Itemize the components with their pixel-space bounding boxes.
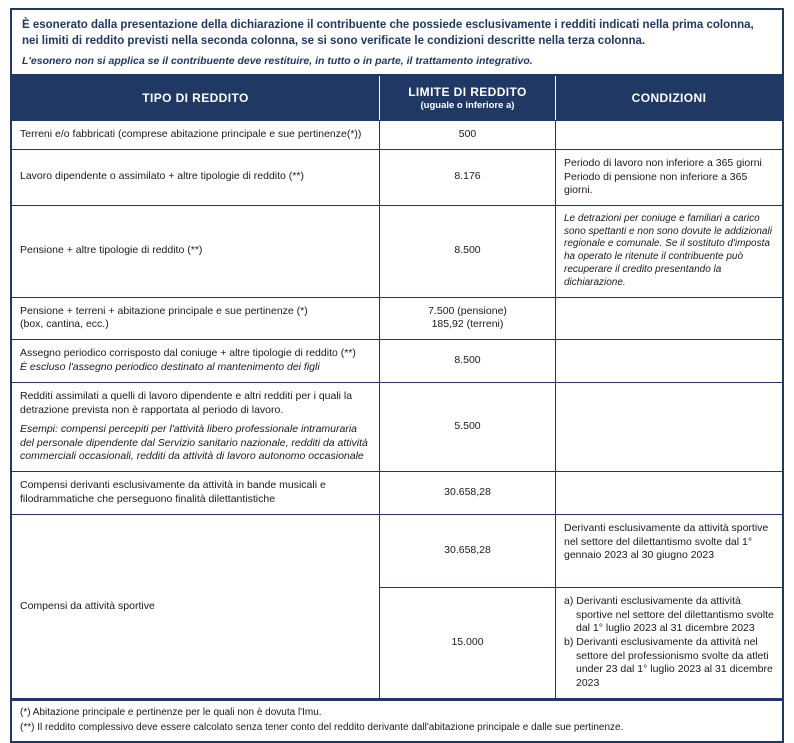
cell-condizioni <box>556 383 782 471</box>
sport-subrows <box>380 515 782 698</box>
header-label-condizioni: CONDIZIONI <box>631 91 707 106</box>
esempi-text: compensi percepiti per l'attività libero professionale intramuraria del personale dipendente dal Servizio sanitario nazionale, redditi da attività commerciali occasionali, redditi da attività di lavoro autonomo occasionale <box>20 422 368 463</box>
footnote-one: (*) Abitazione principale e pertinenze per le quali non è dovuta l'Imu. <box>20 707 322 719</box>
cell-tipo-text: Compensi derivanti esclusivamente da attività in bande musicali e filodrammatiche che perseguono finalità dilettantistiche <box>20 479 326 506</box>
cell-limite: 500 <box>380 121 556 149</box>
condizioni-italic-text: Le detrazioni per coniuge e familiari a carico sono spettanti e non sono dovute le addizionali regionale e comunale. Se il sostituto d'imposta ha operato le ritenute il contribuente può recuperare il credito presentando la dichiarazione. <box>564 212 772 288</box>
cell-condizioni <box>556 472 782 514</box>
esempi-label: Esempi: <box>20 422 58 435</box>
cell-limite <box>380 298 556 340</box>
cell-condizioni <box>556 121 782 149</box>
condizioni-text: Derivanti esclusivamente da attività sportive nel settore del dilettantismo svolte dal 1° gennaio 2023 al 30 giugno 2023 <box>564 522 769 562</box>
table-row <box>12 298 782 341</box>
cell-tipo-block <box>20 305 371 333</box>
table-header-row <box>12 76 782 121</box>
table-row <box>12 206 782 298</box>
esonero-table <box>10 8 784 743</box>
intro-main-text: È esonerato dalla presentazione della dichiarazione il contribuente che possiede esclusivamente i redditi indicati nella prima colonna, nei limiti di reddito previsti nella seconda colonna, se si sono verificate le condizioni descritte nella terza colonna. <box>22 19 754 47</box>
cell-tipo-note: È escluso l'assegno periodico destinato al mantenimento dei figli <box>20 361 320 374</box>
cell-tipo <box>12 298 380 340</box>
cell-limite: 30.658,28 <box>380 472 556 514</box>
cell-tipo <box>12 121 380 149</box>
table-row <box>12 121 782 150</box>
header-sublabel-limite: (uguale o inferiore a) <box>420 100 515 112</box>
condizioni-item-a: a) Derivanti esclusivamente da attività sportive nel settore del dilettantismo svolte dal 1° luglio 2023 al 31 dicembre 2023 <box>564 595 774 635</box>
cell-condizioni <box>556 588 782 698</box>
cell-tipo-line-2: (box, cantina, ecc.) <box>20 318 109 331</box>
cell-tipo-line-1: Pensione + terreni + abitazione principale e sue pertinenze (*) <box>20 304 308 317</box>
condizioni-line-1: Periodo di lavoro non inferiore a 365 giorni <box>564 156 762 169</box>
cell-tipo <box>12 150 380 205</box>
cell-tipo <box>12 472 380 514</box>
header-label-tipo-di-reddito: TIPO DI REDDITO <box>142 91 249 106</box>
cell-tipo <box>12 206 380 297</box>
cell-tipo-text: Assegno periodico corrisposto dal coniuge + altre tipologie di reddito (**) <box>20 347 356 360</box>
cell-tipo <box>12 340 380 382</box>
cell-limite: 15.000 <box>380 588 556 698</box>
cell-tipo-text: Redditi assimilati a quelli di lavoro dipendente e altri redditi per i quali la detrazione prevista non è rapportata al periodo di lavoro. <box>20 390 353 416</box>
header-cell-tipo-di-reddito <box>12 76 380 120</box>
intro-sub-text: L'esonero non si applica se il contribuente deve restituire, in tutto o in parte, il trattamento integrativo. <box>22 55 533 68</box>
cell-tipo-block <box>20 390 371 464</box>
header-label-limite-di-reddito: LIMITE DI REDDITO <box>408 85 527 100</box>
cell-tipo-block <box>20 347 371 375</box>
table-row <box>12 340 782 383</box>
cell-condizioni <box>556 340 782 382</box>
cell-tipo-text: Lavoro dipendente o assimilato + altre tipologie di reddito (**) <box>20 170 304 183</box>
limite-line-2: 185,92 (terreni) <box>431 318 504 331</box>
cell-tipo-sport-text: Compensi da attività sportive <box>20 599 155 612</box>
cell-condizioni <box>556 150 782 205</box>
cell-tipo-esempi <box>20 423 371 465</box>
cell-tipo-text: Terreni e/o fabbricati (comprese abitazione principale e sue pertinenze(*)) <box>20 128 362 141</box>
sport-subrow <box>380 587 782 698</box>
table-row <box>12 472 782 515</box>
cell-limite: 8.176 <box>380 150 556 205</box>
condizioni-line-2: Periodo di pensione non inferiore a 365 giorni. <box>564 170 748 197</box>
condizioni-item-b: b) Derivanti esclusivamente da attività nel settore del professionismo svolte da atleti under 23 dal 1° luglio 2023 al 31 dicembre 2023 <box>564 635 773 689</box>
cell-condizioni <box>556 515 782 587</box>
cell-condizioni <box>556 206 782 297</box>
footnotes-block <box>12 699 782 741</box>
table-row <box>12 150 782 206</box>
cell-tipo-text: Pensione + altre tipologie di reddito (**) <box>20 244 203 257</box>
intro-block <box>12 10 782 76</box>
table-row-sport <box>12 515 782 699</box>
header-cell-condizioni <box>556 76 782 120</box>
table-row <box>12 383 782 472</box>
limite-line-1: 7.500 (pensione) <box>428 304 507 317</box>
cell-limite: 8.500 <box>380 340 556 382</box>
sport-subrow <box>380 515 782 587</box>
footnote-two: (**) Il reddito complessivo deve essere calcolato senza tener conto del reddito derivante dall'abitazione principale e dalle sue pertinenze. <box>20 721 624 733</box>
header-cell-limite-di-reddito <box>380 76 556 120</box>
cell-limite: 30.658,28 <box>380 515 556 587</box>
cell-tipo-sport <box>12 515 380 698</box>
cell-limite: 8.500 <box>380 206 556 297</box>
cell-tipo <box>12 383 380 471</box>
cell-limite: 5.500 <box>380 383 556 471</box>
cell-condizioni <box>556 298 782 340</box>
